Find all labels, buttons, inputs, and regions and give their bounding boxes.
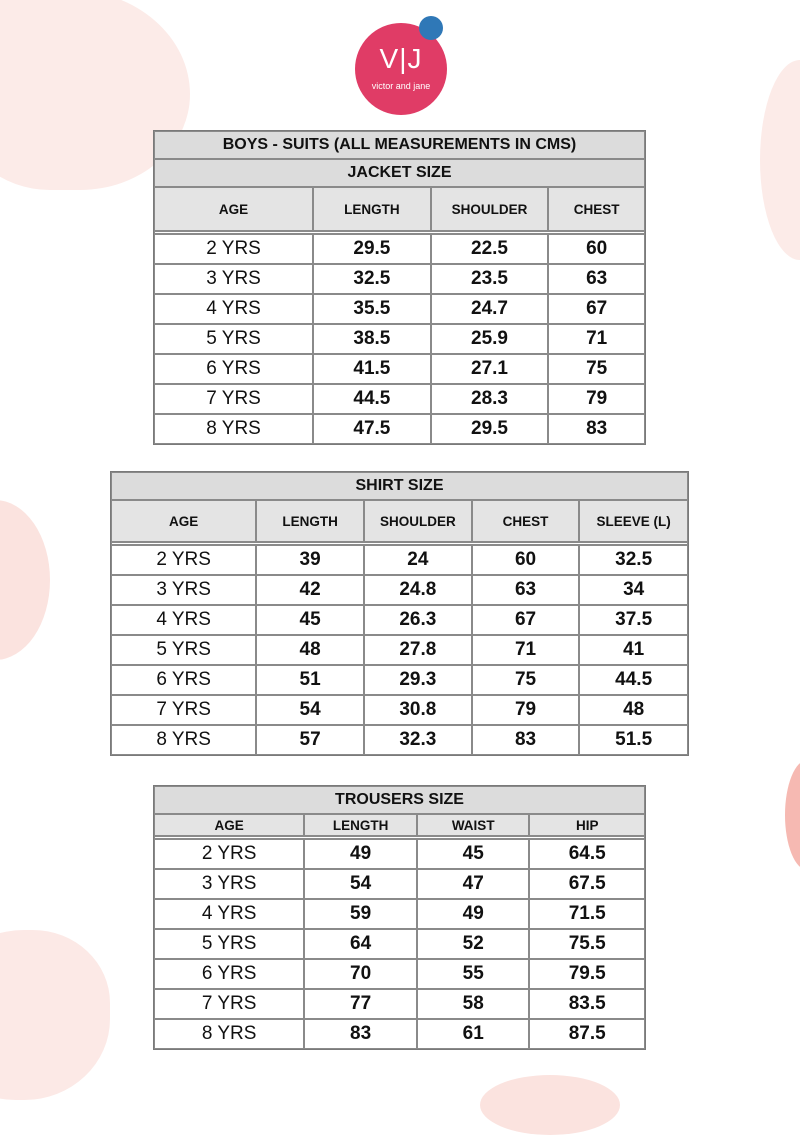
value-cell: 45 [256,605,364,635]
value-cell: 64 [304,929,417,959]
table-row [111,635,688,665]
value-cell: 24 [364,545,472,575]
value-cell: 48 [256,635,364,665]
column-header: SHOULDER [364,500,472,542]
table-row [111,545,688,575]
value-cell: 22.5 [431,234,549,264]
value-cell: 27.8 [364,635,472,665]
value-cell: 83 [304,1019,417,1049]
age-cell: 4 YRS [154,899,304,929]
shirt-header-row [111,500,688,542]
value-cell: 63 [548,264,645,294]
age-cell: 6 YRS [111,665,256,695]
age-cell: 6 YRS [154,354,313,384]
column-header: AGE [111,500,256,542]
value-cell: 47 [417,869,530,899]
value-cell: 32.5 [313,264,431,294]
column-header: LENGTH [256,500,364,542]
value-cell: 44.5 [579,665,688,695]
age-cell: 5 YRS [111,635,256,665]
background-blob [0,930,110,1100]
logo-dot [419,16,443,40]
value-cell: 83.5 [529,989,645,1019]
age-cell: 3 YRS [111,575,256,605]
value-cell: 60 [472,545,580,575]
age-cell: 7 YRS [111,695,256,725]
table-row [154,324,645,354]
value-cell: 87.5 [529,1019,645,1049]
age-cell: 8 YRS [111,725,256,755]
column-header: LENGTH [304,814,417,836]
value-cell: 23.5 [431,264,549,294]
trousers-title: TROUSERS SIZE [154,786,645,814]
value-cell: 25.9 [431,324,549,354]
value-cell: 24.7 [431,294,549,324]
value-cell: 29.3 [364,665,472,695]
age-cell: 7 YRS [154,384,313,414]
value-cell: 77 [304,989,417,1019]
value-cell: 45 [417,839,530,869]
value-cell: 83 [548,414,645,444]
background-blob [760,60,800,260]
trousers-size-table [153,785,646,1050]
jacket-size-table [153,130,646,445]
value-cell: 48 [579,695,688,725]
age-cell: 7 YRS [154,989,304,1019]
table-row [111,575,688,605]
background-blob [0,500,50,660]
value-cell: 67 [472,605,580,635]
jacket-header-row [154,187,645,231]
background-blob [785,760,800,870]
table-row [111,605,688,635]
column-header: WAIST [417,814,530,836]
value-cell: 51 [256,665,364,695]
value-cell: 47.5 [313,414,431,444]
column-header: LENGTH [313,187,431,231]
main-title: BOYS - SUITS (ALL MEASUREMENTS IN CMS) [154,131,645,159]
shirt-size-table [110,471,689,756]
age-cell: 5 YRS [154,324,313,354]
value-cell: 39 [256,545,364,575]
age-cell: 2 YRS [111,545,256,575]
value-cell: 79 [472,695,580,725]
table-row [154,264,645,294]
value-cell: 51.5 [579,725,688,755]
table-row [154,354,645,384]
value-cell: 26.3 [364,605,472,635]
shirt-title: SHIRT SIZE [111,472,688,500]
value-cell: 58 [417,989,530,1019]
background-blob [480,1075,620,1135]
value-cell: 70 [304,959,417,989]
value-cell: 49 [304,839,417,869]
column-header: AGE [154,187,313,231]
value-cell: 29.5 [431,414,549,444]
column-header: SLEEVE (L) [579,500,688,542]
age-cell: 3 YRS [154,869,304,899]
table-row [111,695,688,725]
value-cell: 79 [548,384,645,414]
value-cell: 29.5 [313,234,431,264]
value-cell: 71.5 [529,899,645,929]
age-cell: 6 YRS [154,959,304,989]
column-header: CHEST [472,500,580,542]
age-cell: 2 YRS [154,234,313,264]
value-cell: 63 [472,575,580,605]
table-row [154,384,645,414]
table-row [154,899,645,929]
value-cell: 35.5 [313,294,431,324]
value-cell: 55 [417,959,530,989]
value-cell: 83 [472,725,580,755]
column-header: HIP [529,814,645,836]
table-row [154,869,645,899]
table-row [154,1019,645,1049]
logo-mark: V|J [379,43,423,74]
value-cell: 34 [579,575,688,605]
column-header: AGE [154,814,304,836]
value-cell: 32.5 [579,545,688,575]
column-header: SHOULDER [431,187,549,231]
age-cell: 8 YRS [154,1019,304,1049]
age-cell: 5 YRS [154,929,304,959]
age-cell: 4 YRS [111,605,256,635]
table-row [154,989,645,1019]
table-row [154,414,645,444]
value-cell: 59 [304,899,417,929]
column-header: CHEST [548,187,645,231]
value-cell: 75 [472,665,580,695]
value-cell: 49 [417,899,530,929]
age-cell: 4 YRS [154,294,313,324]
value-cell: 42 [256,575,364,605]
value-cell: 67.5 [529,869,645,899]
value-cell: 64.5 [529,839,645,869]
value-cell: 75 [548,354,645,384]
logo-brand-name: victor and jane [371,81,431,91]
table-row [111,725,688,755]
age-cell: 8 YRS [154,414,313,444]
value-cell: 54 [256,695,364,725]
value-cell: 71 [548,324,645,354]
value-cell: 71 [472,635,580,665]
table-row [154,959,645,989]
value-cell: 24.8 [364,575,472,605]
table-row [154,929,645,959]
trousers-header-row [154,814,645,836]
value-cell: 61 [417,1019,530,1049]
value-cell: 37.5 [579,605,688,635]
value-cell: 79.5 [529,959,645,989]
value-cell: 60 [548,234,645,264]
value-cell: 27.1 [431,354,549,384]
value-cell: 54 [304,869,417,899]
value-cell: 41 [579,635,688,665]
table-row [154,294,645,324]
table-row [154,234,645,264]
value-cell: 44.5 [313,384,431,414]
value-cell: 41.5 [313,354,431,384]
value-cell: 52 [417,929,530,959]
value-cell: 30.8 [364,695,472,725]
jacket-title: JACKET SIZE [154,159,645,187]
age-cell: 2 YRS [154,839,304,869]
value-cell: 57 [256,725,364,755]
age-cell: 3 YRS [154,264,313,294]
value-cell: 38.5 [313,324,431,354]
table-row [154,839,645,869]
value-cell: 67 [548,294,645,324]
table-row [111,665,688,695]
value-cell: 75.5 [529,929,645,959]
value-cell: 28.3 [431,384,549,414]
value-cell: 32.3 [364,725,472,755]
